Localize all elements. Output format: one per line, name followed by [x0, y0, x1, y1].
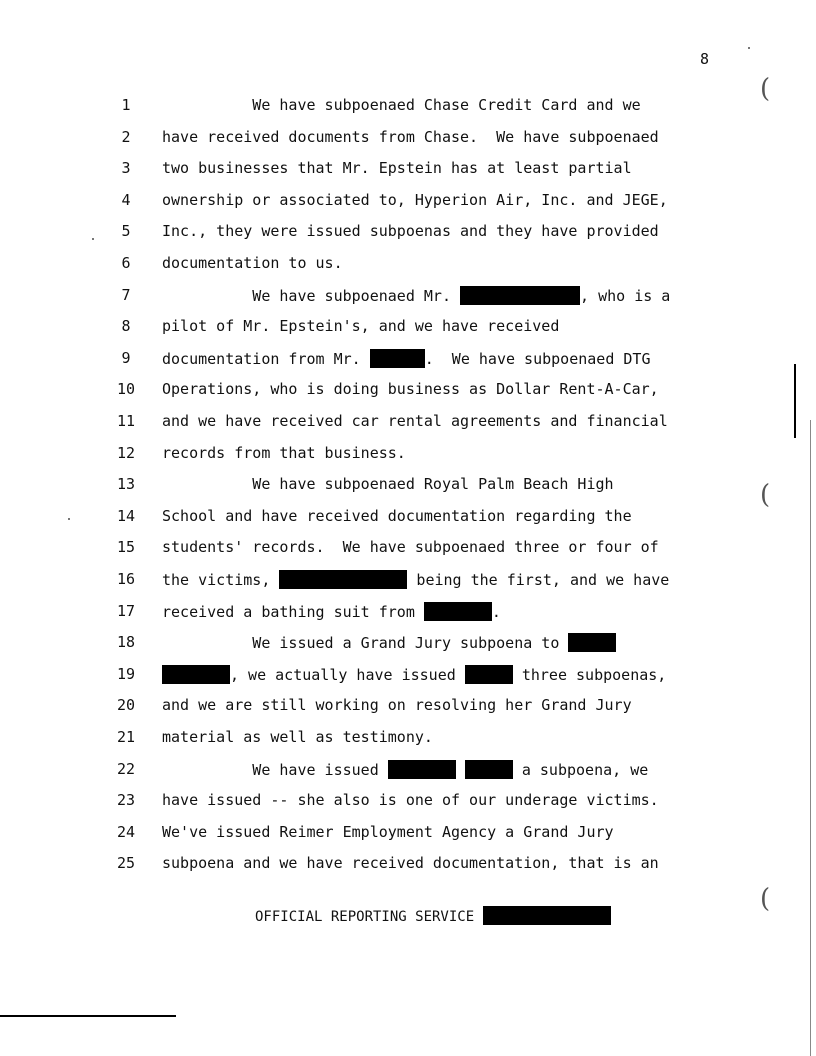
line-number: 9: [121, 348, 131, 367]
line-text: [162, 254, 343, 272]
redaction-block: [465, 760, 513, 779]
line-text: [162, 380, 659, 398]
text-segment: We have subpoenaed Chase Credit Card and we: [162, 96, 641, 114]
line-text: [162, 159, 632, 177]
line-number: 11: [116, 412, 136, 430]
text-segment: material as well as testimony.: [162, 728, 433, 746]
transcript-line: [0, 475, 816, 499]
line-number: 12: [116, 443, 136, 462]
redaction-block: [388, 760, 456, 779]
line-text: [162, 823, 614, 841]
page-number: 8: [700, 50, 710, 68]
transcript-line: [0, 96, 816, 120]
text-segment: Inc., they were issued subpoenas and they have provided: [162, 222, 659, 241]
text-segment: have received documents from Chase. We have subpoenaed: [162, 127, 659, 146]
line-number: 14: [116, 506, 136, 525]
text-segment: documentation from Mr.: [162, 349, 370, 368]
line-number: 6: [121, 254, 131, 272]
line-number: 22: [116, 759, 136, 778]
edge-rule: [810, 420, 811, 1056]
text-segment: two businesses that Mr. Epstein has at least partial: [162, 159, 632, 178]
redaction-block: [483, 906, 611, 925]
footer-rule: [0, 1015, 176, 1017]
text-segment: We issued a Grand Jury subpoena to: [162, 634, 569, 653]
text-segment: being the first, and we have: [407, 571, 670, 589]
transcript-line: [0, 633, 816, 657]
margin-bracket-mark: (: [760, 480, 771, 510]
transcript-line: [0, 317, 816, 341]
text-segment: the victims,: [162, 571, 280, 589]
line-number: 23: [116, 791, 136, 810]
transcript-line: [0, 728, 816, 752]
transcript-line: [0, 696, 816, 720]
text-segment: pilot of Mr. Epstein's, and we have received: [162, 317, 560, 336]
line-text: [162, 191, 668, 209]
redaction-block: [279, 570, 407, 589]
transcript-line: [0, 507, 816, 531]
redaction-block: [162, 665, 230, 684]
speck: [92, 238, 94, 240]
text-segment: documentation to us.: [162, 254, 343, 272]
line-number: 20: [116, 696, 136, 715]
text-segment: We've issued Reimer Employment Agency a Grand Jury: [162, 822, 614, 841]
line-number: 1: [121, 96, 131, 114]
line-number: 16: [116, 570, 136, 588]
text-segment: ownership or associated to, Hyperion Air, Inc. and JEGE,: [162, 190, 668, 209]
redaction-block: [370, 349, 425, 368]
text-segment: and we are still working on resolving her Grand Jury: [162, 696, 632, 715]
text-segment: . We have subpoenaed DTG: [424, 349, 651, 368]
text-segment: We have subpoenaed Royal Palm Beach High: [162, 475, 614, 494]
redaction-block: [424, 602, 492, 621]
transcript-line: [0, 570, 816, 594]
transcript-line: [0, 380, 816, 404]
line-number: 25: [116, 854, 136, 873]
line-text: [162, 728, 433, 746]
text-segment: and we have received car rental agreements and financial: [162, 412, 668, 430]
line-text: [162, 760, 648, 779]
line-text: [162, 791, 659, 809]
transcript-line: [0, 412, 816, 436]
transcript-line: [0, 128, 816, 152]
line-text: [162, 286, 670, 305]
line-text: [162, 96, 641, 114]
transcript-line: [0, 854, 816, 878]
line-text: [162, 317, 559, 335]
line-text: [162, 444, 406, 462]
text-segment: , who is a: [580, 286, 671, 305]
text-segment: We have subpoenaed Mr.: [162, 286, 461, 305]
text-segment: Operations, who is doing business as Dollar Rent-A-Car,: [162, 380, 659, 399]
line-text: [162, 222, 659, 240]
line-number: 10: [116, 380, 136, 399]
line-text: [162, 475, 614, 493]
line-text: [162, 602, 501, 621]
line-number: 7: [121, 285, 131, 304]
line-text: [162, 570, 669, 589]
line-number: 18: [116, 633, 136, 652]
line-number: 3: [121, 159, 131, 178]
transcript-line: [0, 254, 816, 278]
transcript-line: [0, 538, 816, 562]
text-segment: three subpoenas,: [512, 665, 667, 684]
transcript-line: [0, 159, 816, 183]
line-text: [162, 854, 659, 872]
line-number: 15: [116, 538, 136, 557]
redaction-block: [568, 633, 616, 652]
line-text: [162, 507, 632, 525]
speck: [68, 518, 70, 520]
redaction-block: [460, 286, 580, 305]
transcript-line: [0, 444, 816, 468]
line-number: 8: [121, 317, 131, 336]
line-number: 24: [116, 822, 136, 841]
line-number: 5: [121, 222, 131, 241]
line-text: [162, 633, 616, 652]
margin-bracket-mark: (: [760, 884, 771, 914]
transcript-line: [0, 823, 816, 847]
line-text: [162, 665, 666, 684]
line-text: [162, 538, 659, 556]
line-text: [162, 128, 659, 146]
text-segment: .: [491, 602, 501, 621]
text-segment: School and have received documentation regarding the: [162, 506, 632, 525]
text-segment: We have issued: [162, 760, 388, 779]
text-segment: , we actually have issued: [230, 665, 465, 684]
line-number: 17: [116, 601, 136, 620]
footer-text: OFFICIAL REPORTING SERVICE: [255, 909, 483, 925]
transcript-line: [0, 760, 816, 784]
transcript-line: [0, 791, 816, 815]
transcript-line: [0, 602, 816, 626]
margin-bracket-mark: (: [760, 74, 771, 104]
text-segment: have issued -- she also is one of our underage victims.: [162, 791, 659, 810]
line-number: 2: [121, 127, 131, 146]
text-segment: [456, 761, 465, 779]
margin-bar: [794, 364, 796, 438]
line-number: 19: [116, 664, 136, 683]
transcript-line: [0, 286, 816, 310]
transcript-line: [0, 349, 816, 373]
transcript-line: [0, 222, 816, 246]
footer: [255, 906, 611, 925]
line-text: [162, 349, 651, 368]
line-text: [162, 696, 632, 714]
text-segment: records from that business.: [162, 443, 406, 462]
line-number: 21: [116, 728, 136, 746]
text-segment: received a bathing suit from: [162, 602, 424, 621]
line-number: 13: [116, 475, 136, 494]
transcript-line: [0, 191, 816, 215]
line-text: [162, 412, 668, 430]
text-segment: subpoena and we have received documentation, that is an: [162, 854, 659, 873]
redaction-block: [465, 665, 513, 684]
text-segment: students' records. We have subpoenaed three or four of: [162, 538, 659, 557]
speck: [748, 47, 750, 49]
text-segment: a subpoena, we: [512, 760, 649, 779]
line-number: 4: [121, 190, 131, 209]
transcript-line: [0, 665, 816, 689]
